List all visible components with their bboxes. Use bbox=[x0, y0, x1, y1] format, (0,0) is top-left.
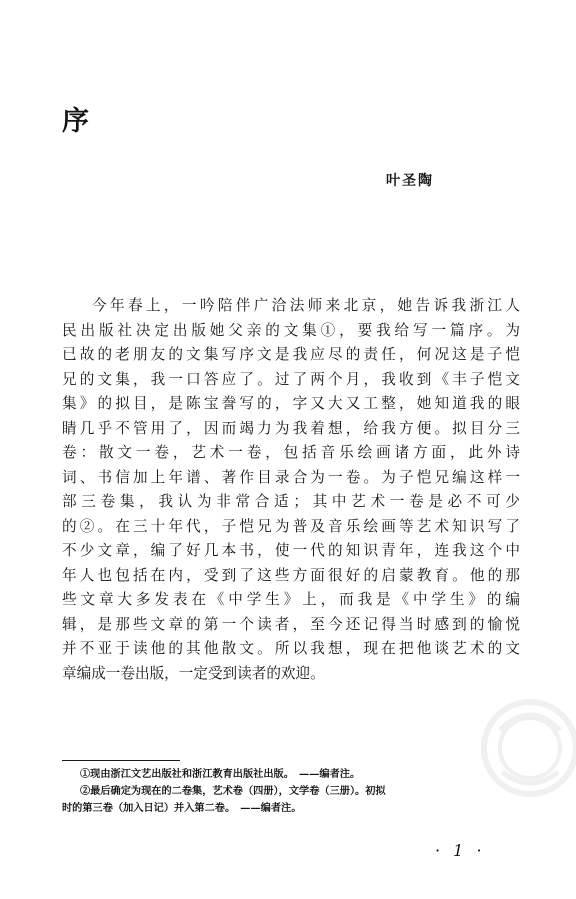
footnote-line: ②最后确定为现在的二卷集，艺术卷（四册），文学卷（三册）。初拟 bbox=[80, 785, 386, 797]
body-line: 不少文章，编了好几本书，使一代的知识青年，连我这个中 bbox=[62, 542, 520, 559]
body-line: 卷：散文一卷，艺术一卷，包括音乐绘画诸方面，此外诗 bbox=[62, 444, 520, 461]
body-line: 的②。在三十年代，子恺兄为普及音乐绘画等艺术知识写了 bbox=[62, 517, 520, 535]
body-line: 今年春上，一吟陪伴广洽法师来北京，她告诉我浙江人 bbox=[92, 297, 520, 314]
footnote-divider bbox=[62, 760, 180, 761]
page-number: · 1 · bbox=[435, 841, 486, 860]
body-line: 睛几乎不管用了，因而竭力为我着想，给我方便。拟目分三 bbox=[62, 419, 520, 437]
body-line: 章编成一卷出版，一定受到读者的欢迎。 bbox=[62, 664, 325, 682]
footnotes bbox=[62, 766, 528, 817]
body-text bbox=[62, 294, 520, 686]
body-line: 辑，是那些文章的第一个读者，至今还记得当时感到的愉悦 bbox=[62, 615, 520, 633]
chapter-title: 序 bbox=[62, 106, 90, 137]
body-line: 词、书信加上年谱、著作目录合为一卷。为子恺兄编这样一 bbox=[62, 468, 520, 486]
footnote-line: ①现由浙江文艺出版社和浙江教育出版社出版。 ——编者注。 bbox=[80, 768, 361, 780]
body-line: 兄的文集，我一口答应了。过了两个月，我收到《丰子恺文 bbox=[62, 370, 520, 388]
body-line: 民出版社决定出版她父亲的文集①，要我给写一篇序。为 bbox=[62, 321, 520, 339]
body-line: 并不亚于读他的其他散文。所以我想，现在把他谈艺术的文 bbox=[62, 640, 520, 657]
author-name: 叶圣陶 bbox=[386, 173, 434, 189]
watermark-stamp bbox=[470, 690, 576, 810]
body-line: 部三卷集，我认为非常合适；其中艺术一卷是必不可少 bbox=[62, 493, 520, 510]
body-line: 已故的老朋友的文集写序文是我应尽的责任，何况这是子恺 bbox=[62, 346, 520, 363]
body-line: 些文章大多发表在《中学生》上，而我是《中学生》的编 bbox=[62, 591, 520, 608]
footnote-line: 时的第三卷（加入日记）并入第二卷。 ——编者注。 bbox=[62, 802, 302, 814]
body-line: 集》的拟目，是陈宝誊写的，字又大又工整，她知道我的眼 bbox=[62, 395, 520, 412]
body-line: 年人也包括在内，受到了这些方面很好的启蒙教育。他的那 bbox=[62, 566, 520, 584]
